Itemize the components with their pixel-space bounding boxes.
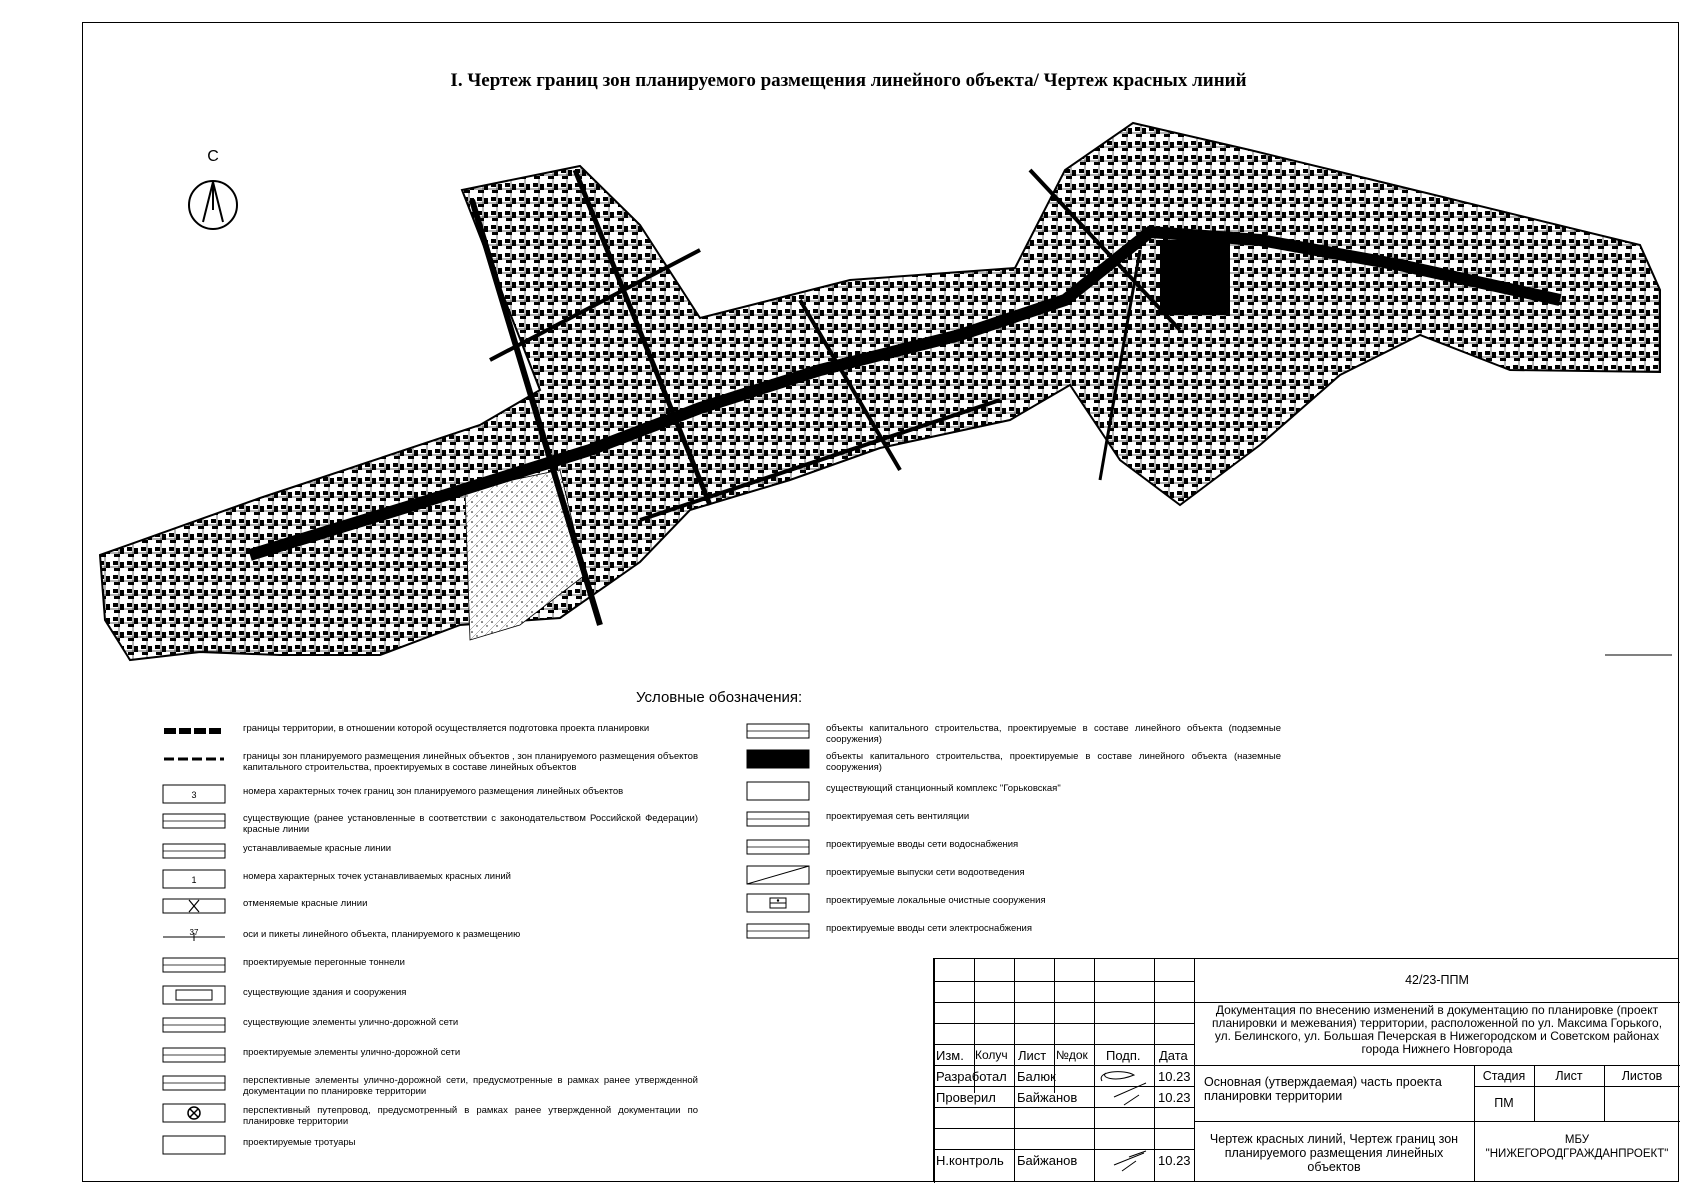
project-description: Документация по внесению изменений в документацию по планировке (проект планировки и межевания) территории, расположенной по ул. Максима Горького, ул. Белинского, ул. Большая Печерская в Нижегородском и Советском районах города Нижнего Новгорода bbox=[1211, 1003, 1663, 1056]
header-data: Дата bbox=[1159, 1048, 1188, 1063]
box-number-symbol-icon bbox=[162, 869, 226, 889]
stage-header: Стадия bbox=[1482, 1069, 1526, 1083]
title-block bbox=[933, 958, 1679, 1182]
legend-left-item-1: границы территории, в отношении которой осуществляется подготовка проекта планировки bbox=[243, 723, 650, 734]
name-control: Байжанов bbox=[1017, 1153, 1078, 1168]
project-code: 42/23-ППМ bbox=[1405, 973, 1469, 987]
signature-mark bbox=[1094, 1067, 1154, 1177]
filled-box-symbol-icon bbox=[746, 749, 810, 769]
role-developer: Разработал bbox=[936, 1069, 1007, 1084]
legend-right-item-1: объекты капитального строительства, проектируемые в составе линейного объекта (подземные сооружения) bbox=[826, 723, 1281, 745]
header-koluch: Колуч bbox=[975, 1048, 1008, 1062]
symbol-number: 3 bbox=[191, 790, 197, 800]
drawing-title: I. Чертеж границ зон планируемого размещения линейного объекта/ Чертеж красных линий bbox=[450, 70, 1247, 91]
legend-left-item-13: перспективные элементы улично-дорожной сети, предусмотренные в рамках ранее утвержденной документации по планировке территории bbox=[243, 1075, 698, 1097]
part-title: Основная (утверждаемая) часть проекта планировки территории bbox=[1204, 1075, 1442, 1103]
plain-box-symbol-icon bbox=[162, 1135, 226, 1155]
legend-left-item-6: номера характерных точек устанавливаемых красных линий bbox=[243, 871, 511, 882]
header-podp: Подп. bbox=[1106, 1048, 1141, 1063]
legend-left-item-2: границы зон планируемого размещения линейных объектов , зон планируемого размещения объектов капитального строительства, проектируемых в составе линейных объектов bbox=[243, 751, 698, 773]
box-number-symbol-icon bbox=[162, 784, 226, 804]
symbol-number: 1 bbox=[191, 875, 197, 885]
legend-left-item-5: устанавливаемые красные линии bbox=[243, 843, 392, 854]
name-checker: Байжанов bbox=[1017, 1090, 1078, 1105]
header-ndok: №док bbox=[1056, 1048, 1088, 1062]
date-control: 10.23 bbox=[1158, 1153, 1191, 1168]
legend-left-item-14: перспективный путепровод, предусмотренный в рамках ранее утвержденной документации по планировке территории bbox=[243, 1105, 698, 1127]
device-box-symbol-icon bbox=[746, 893, 810, 913]
legend-right-item-3: существующий станционный комплекс "Горьковская" bbox=[826, 783, 1061, 794]
sheet-header: Лист bbox=[1555, 1069, 1583, 1083]
legend-right-item-2: объекты капитального строительства, проектируемые в составе линейного объекта (наземные сооружения) bbox=[826, 751, 1281, 773]
legend-right-item-6: проектируемые выпуски сети водоотведения bbox=[826, 867, 1025, 878]
drawing-subtitle: Чертеж красных линий, Чертеж границ зон планируемого размещения линейных объектов bbox=[1209, 1132, 1459, 1174]
stage-value: ПМ bbox=[1494, 1096, 1514, 1110]
header-list: Лист bbox=[1018, 1048, 1047, 1063]
inner-box-symbol-icon bbox=[162, 985, 226, 1005]
cross-line-symbol-icon bbox=[162, 896, 226, 916]
date-developer: 10.23 bbox=[1158, 1069, 1191, 1084]
double-line-symbol-icon bbox=[746, 837, 810, 857]
legend-left-item-9: проектируемые перегонные тоннели bbox=[243, 957, 405, 968]
double-line-symbol-icon bbox=[746, 809, 810, 829]
role-control: Н.контроль bbox=[936, 1153, 1004, 1168]
double-line-symbol-icon bbox=[746, 721, 810, 741]
diagonal-box-symbol-icon bbox=[746, 865, 810, 885]
double-line-symbol-icon bbox=[162, 811, 226, 831]
double-line-symbol-icon bbox=[162, 1073, 226, 1093]
double-line-symbol-icon bbox=[162, 841, 226, 861]
legend-title: Условные обозначения: bbox=[636, 689, 803, 706]
double-line-symbol-icon bbox=[162, 955, 226, 975]
legend-left-item-10: существующие здания и сооружения bbox=[243, 987, 407, 998]
legend-left-item-7: отменяемые красные линии bbox=[243, 898, 368, 909]
date-checker: 10.23 bbox=[1158, 1090, 1191, 1105]
header-izm: Изм. bbox=[936, 1048, 964, 1063]
picket-line-symbol-icon bbox=[162, 927, 226, 947]
north-letter: С bbox=[207, 148, 219, 165]
name-developer: Балюк bbox=[1017, 1069, 1056, 1084]
station-block bbox=[1160, 240, 1230, 315]
sheets-header: Листов bbox=[1621, 1069, 1663, 1083]
plain-box-symbol-icon bbox=[746, 781, 810, 801]
thick-dash-line-symbol-icon bbox=[162, 721, 226, 741]
legend-right-item-5: проектируемые вводы сети водоснабжения bbox=[826, 839, 1019, 850]
legend-left-item-8: оси и пикеты линейного объекта, планируемого к размещению bbox=[243, 929, 521, 940]
legend-right-item-7: проектируемые локальные очистные сооружения bbox=[826, 895, 1046, 906]
double-line-symbol-icon bbox=[162, 1015, 226, 1035]
dash-line-symbol-icon bbox=[162, 749, 226, 769]
legend-left-item-12: проектируемые элементы улично-дорожной сети bbox=[243, 1047, 461, 1058]
legend-right-item-8: проектируемые вводы сети электроснабжения bbox=[826, 923, 1032, 934]
legend-left-item-11: существующие элементы улично-дорожной сети bbox=[243, 1017, 459, 1028]
legend-left-item-15: проектируемые тротуары bbox=[243, 1137, 356, 1148]
organization: МБУ "НИЖЕГОРОДГРАЖДАНПРОЕКТ" bbox=[1485, 1134, 1669, 1160]
legend-left-item-4: существующие (ранее установленные в соответствии с законодательством Российской Федерации) красные линии bbox=[243, 813, 698, 835]
planning-territory bbox=[100, 123, 1660, 660]
double-line-symbol-icon bbox=[162, 1045, 226, 1065]
legend-right-item-4: проектируемая сеть вентиляции bbox=[826, 811, 970, 822]
legend-left-item-3: номера характерных точек границ зон планируемого размещения линейных объектов bbox=[243, 786, 624, 797]
symbol-number: 37 bbox=[189, 928, 199, 937]
role-checker: Проверил bbox=[936, 1090, 996, 1105]
circle-cross-symbol-icon bbox=[162, 1103, 226, 1123]
double-line-symbol-icon bbox=[746, 921, 810, 941]
